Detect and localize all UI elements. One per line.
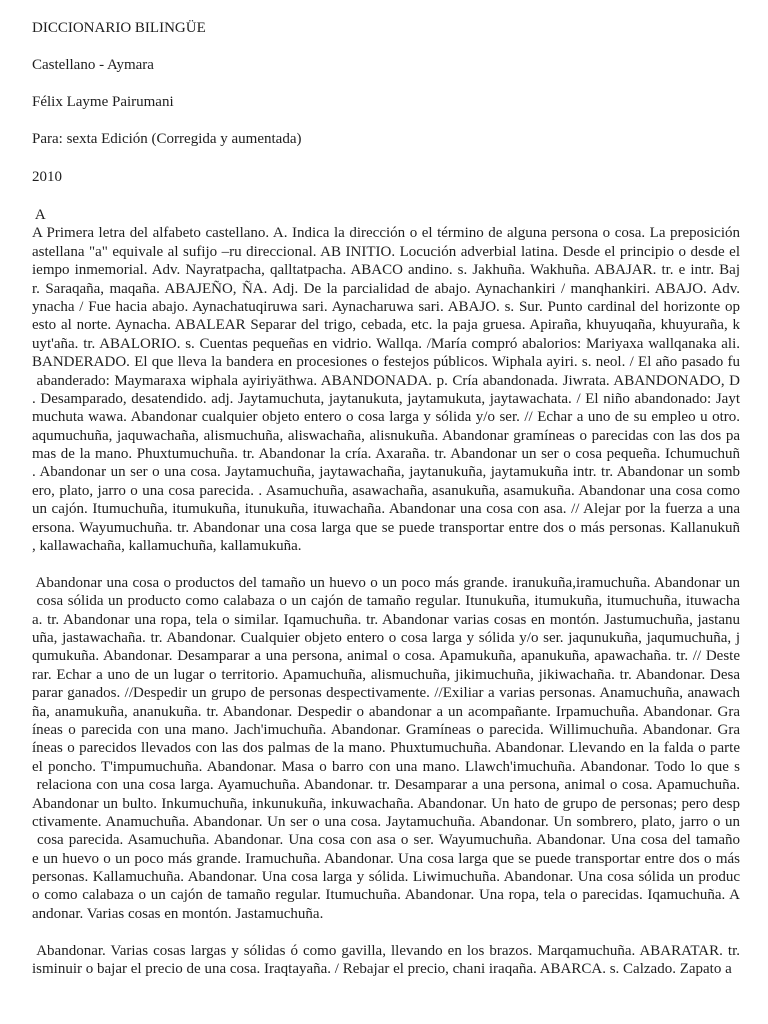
entry-text-line: personas. Kallamuchuña. Abandonar. Una cosa larga y sólida. Liwimuchuña. Abandonar. Una cosa sólida un produc — [32, 869, 740, 886]
edition-note: Para: sexta Edición (Corregida y aumentada) — [32, 131, 302, 147]
entry-text-line: Abandonar. Varias cosas largas y sólidas ó como gavilla, llevando en los brazos. Marqamuchuña. ABARATAR. tr. — [32, 942, 740, 959]
entry-text-line: r. Saraqaña, maqaña. ABAJEÑO, ÑA. Adj. De la parcialidad de abajo. Aynachankiri / manqhankiri. ABAJO. Adv. — [32, 280, 740, 297]
entry-text-line: Abandonar un bulto. Inkumuchuña, inkunukuña, inkuwachaña. Abandonar. Un hato de grupo de personas; pero desp — [32, 795, 740, 812]
entry-text-line: ctivamente. Anamuchuña. Abandonar. Un ser o una cosa. Jaytamuchuña. Abandonar. Un sombrero, plato, jarro o un — [32, 813, 740, 830]
entry-text-line: iempo inmemorial. Adv. Nayratpacha, qalltatpacha. ABACO andino. s. Jakhuña. Wakhuña. ABAJAR. tr. e intr. Baj — [32, 262, 740, 279]
entry-text-line: BANDERADO. El que lleva la bandera en procesiones o festejos públicos. Wiphala ayiri. s. neol. / El año pasado fu — [32, 354, 740, 371]
entry-text-line: qumukuña. Abandonar. Desamparar a una persona, animal o cosa. Apamukuña, apanukuña, apawachaña. tr. // Deste — [32, 648, 740, 665]
entry-text-line: cosa sólida un producto como calabaza o un cajón de tamaño regular. Itunukuña, itumukuña, itumuchuña, ituwacha — [32, 593, 740, 610]
entry-text-line: isminuir o bajar el precio de una cosa. Iraqtayaña. / Rebajar el precio, chani iraqaña. ABARCA. s. Calzado. Zapato a — [32, 961, 732, 978]
paragraph-gap — [32, 555, 740, 573]
entry-text-line: o como calabaza o un cajón de tamaño regular. Itumuchuña. Abandonar. Una ropa, tela o parecidas. Iqamuchuña. A — [32, 887, 740, 904]
entry-text-line: parar ganados. //Despedir un grupo de personas despectivamente. //Exiliar a varias personas. Anamuchuña, anawach — [32, 685, 740, 702]
dictionary-body — [32, 206, 740, 978]
entry-text-line: un cajón. Itumuchuña, itumukuña, itunukuña, ituwachaña. Abandonar una cosa con asa. // Alejar por la fuerza a una — [32, 501, 740, 518]
entry-text-line: ña, anamukuña, ananukuña. tr. Abandonar. Despedir o abandonar a un acompañante. Irpamuchuña. Abandonar. Gra — [32, 703, 740, 720]
entry-text-line: . Desamparado, desatendido. adj. Jaytamuchuta, jaytanukuta, jaytamukuta, jaytawachata. / El niño abandonado: Jayt — [32, 390, 740, 407]
entry-text-line: el poncho. T'impumuchuña. Abandonar. Masa o barro con una mano. Llawch'imuchuña. Abandonar. Todo lo que s — [32, 758, 740, 775]
entry-text-line: relaciona con una cosa larga. Ayamuchuña. Abandonar. tr. Desamparar a una persona, animal o cosa. Apamuchuña. — [32, 777, 740, 794]
entry-text-line: mas de la mano. Phuxtumuchuña. tr. Abandonar la cría. Axaraña. tr. Abandonar un ser o cosa pequeña. Ichumuchuñ — [32, 446, 740, 463]
entry-text-line: íneas o parecidos llevados con las dos palmas de la mano. Phuxtumuchuña. Abandonar. Llevando en la falda o parte — [32, 740, 740, 757]
entry-text-line: abanderado: Maymaraxa wiphala ayiriyäthwa. ABANDONADA. p. Cría abandonada. Jiwrata. ABANDONADO, D — [32, 372, 740, 389]
entry-text-line: aqumuchuña, jaquwachaña, alismuchuña, aliswachaña, alisnukuña. Abandonar gramíneas o parecidas con las dos pa — [32, 427, 740, 444]
entry-text-line: andonar. Varias cosas en montón. Jastamuchuña. — [32, 905, 324, 922]
publication-year: 2010 — [32, 169, 62, 185]
entry-text-line: , kallawachaña, kallamuchuña, kallamukuña. — [32, 538, 302, 555]
entry-text-line: rar. Echar a uno de un lugar o territorio. Apamuchuña, alismuchuña, jikimuchuña, jikiwachaña. tr. Abandonar. Desa — [32, 666, 740, 683]
entry-text-line: astellana "a" equivale al sufijo –ru direccional. AB INITIO. Locución adverbial latina. Desde el principio o desde el — [32, 243, 740, 260]
section-letter: A — [32, 207, 46, 223]
entry-text-line: muchuta wawa. Abandonar cualquier objeto entero o cosa larga y sólida y/o ser. // Echar a uno de su empleo u otro. — [32, 409, 740, 426]
entry-text-line: ynacha / Fue hacia abajo. Aynachatuqiruwa sari. Aynacharuwa sari. ABAJO. s. Sur. Punto cardinal del horizonte op — [32, 298, 740, 315]
entry-text-line: A Primera letra del alfabeto castellano. A. Indica la dirección o el término de alguna persona o cosa. La preposición — [32, 225, 740, 242]
entry-text-line: uyt'aña. tr. ABALORIO. s. Cuentas pequeñas en vidrio. Wallqa. /María compró abalorios: Mariyaxa wallqanaka ali. — [32, 335, 740, 352]
entry-text-line: . Abandonar un ser o una cosa. Jaytamuchuña, jaytawachaña, jaytanukuña, jaytamukuña intr. tr. Abandonar un somb — [32, 464, 740, 481]
entry-text-line: ero, plato, jarro o una cosa parecida. . Asamuchuña, asawachaña, asanukuña, asamukuña. Abandonar una cosa como — [32, 482, 740, 499]
entry-text-line: íneas o parecida con una mano. Jach'imuchuña. Abandonar. Gramíneas o parecida. Willimuchuña. Abandonar. Gra — [32, 721, 740, 738]
entry-text-line: e un huevo o un poco más grande. Iramuchuña. Abandonar. Una cosa larga que se puede transportar entre dos o más — [32, 850, 740, 867]
entry-text-line: a. tr. Abandonar una ropa, tela o similar. Iqamuchuña. tr. Abandonar varias cosas en montón. Jastumuchuña, jastanu — [32, 611, 740, 628]
entry-text-line: uña, jastawachaña. tr. Abandonar. Cualquier objeto entero o cosa larga y sólida y/o ser. jaqunukuña, jaqumuchuña, j — [32, 629, 740, 646]
entry-text-line: Abandonar una cosa o productos del tamaño un huevo o un poco más grande. iranukuña,iramuchuña. Abandonar un — [32, 574, 740, 591]
author-name: Félix Layme Pairumani — [32, 94, 174, 110]
paragraph-gap — [32, 923, 740, 941]
entry-text-line: esto al norte. Aynacha. ABALEAR Separar del trigo, cebada, etc. la paja gruesa. Apiraña, khuyuqaña, khuyuraña, k — [32, 317, 740, 334]
entry-text-line: ersona. Wayumuchuña. tr. Abandonar una cosa larga que se puede transportar entre dos o más personas. Kallanukuñ — [32, 519, 740, 536]
language-pair: Castellano - Aymara — [32, 57, 154, 73]
entry-text-line: cosa parecida. Asamuchuña. Abandonar. Una cosa con asa o ser. Wayumuchuña. Abandonar. Una cosa del tamaño — [32, 832, 740, 849]
document-title: DICCIONARIO BILINGÜE — [32, 20, 206, 36]
